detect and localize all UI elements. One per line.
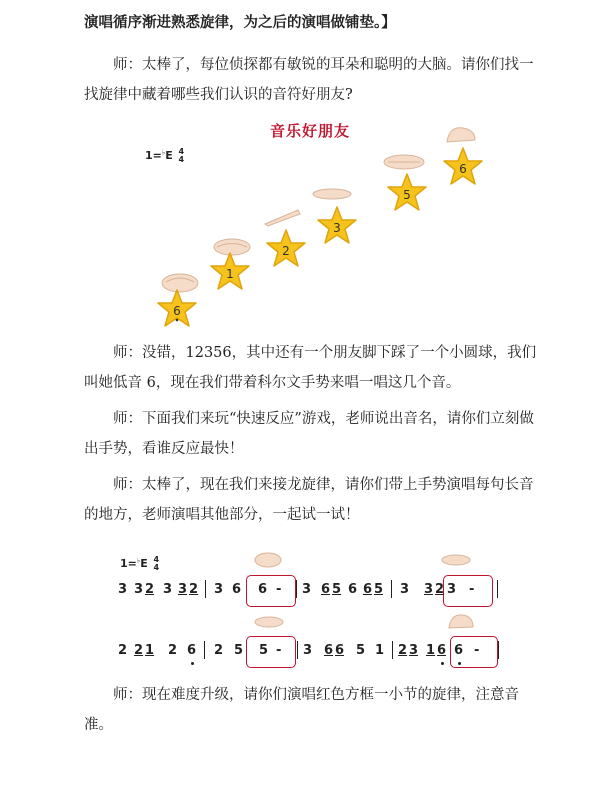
note: 3 (178, 582, 188, 597)
note: 6 (187, 643, 197, 658)
note: 3 (163, 582, 173, 597)
low-octave-dot (191, 662, 194, 665)
score-key-note: E (140, 557, 148, 570)
note: 2 (168, 643, 178, 658)
note: 3 (447, 582, 457, 597)
star-low6-icon (155, 288, 199, 330)
note: 2 (435, 582, 445, 597)
note: 3 (303, 643, 313, 658)
note: 1 (426, 643, 436, 658)
low-octave-dot (458, 662, 461, 665)
note: 3 (214, 582, 224, 597)
hand-sign-2-icon (262, 206, 302, 228)
note: 6 (258, 582, 268, 597)
highlight-box-1 (246, 575, 296, 607)
note: 5 (259, 643, 269, 658)
barline (497, 580, 498, 598)
note: 6 (335, 643, 345, 658)
note: 6 (321, 582, 331, 597)
star-1-label: 1 (226, 267, 234, 281)
note: 2 (145, 582, 155, 597)
score-key-prefix: 1= (120, 557, 137, 570)
note: 6 (324, 643, 334, 658)
note: 5 (332, 582, 342, 597)
score-hand-1-icon (253, 550, 283, 568)
barline (392, 641, 393, 659)
highlight-box-3 (246, 636, 296, 668)
star-low6-label: 6 (173, 304, 181, 318)
note: 5 (234, 643, 244, 658)
star-5-label: 5 (403, 188, 411, 202)
note: 6 (348, 582, 358, 597)
note: 3 (118, 582, 128, 597)
note: 3 (400, 582, 410, 597)
star-6-icon (441, 146, 485, 188)
note: 2 (134, 643, 144, 658)
key-note: E (165, 149, 173, 162)
score-hand-3-icon (254, 614, 284, 630)
score-hand-4-icon (446, 612, 476, 630)
note: 6 (232, 582, 242, 597)
star-6-label: 6 (459, 162, 467, 176)
note: 5 (356, 643, 366, 658)
note: 6 (437, 643, 447, 658)
paragraph-intro-tail: 演唱循序渐进熟悉旋律，为之后的演唱做铺垫。】 (84, 14, 396, 31)
star-1-icon (208, 251, 252, 293)
note: 3 (424, 582, 434, 597)
barline (391, 580, 392, 598)
note: 6 (363, 582, 373, 597)
low-octave-dot (441, 662, 444, 665)
note: 3 (409, 643, 419, 658)
time-signature (179, 148, 185, 164)
paragraph-teacher-2: 师：没错，12356，其中还有一个朋友脚下踩了一个小圆球，我们叫她低音 6，现在我们带着科尔文手势来唱一唱这几个音。 (84, 345, 537, 391)
note: 6 (454, 643, 464, 658)
note: 2 (398, 643, 408, 658)
note: - (276, 582, 282, 597)
star-2-icon (264, 228, 308, 270)
figure-key-signature (145, 148, 184, 164)
note: - (276, 643, 282, 658)
paragraph-teacher-3: 师：下面我们来玩“快速反应”游戏，老师说出音名，请你们立刻做出手势，看谁反应最快！ (84, 411, 534, 457)
note: 3 (134, 582, 144, 597)
figure-title: 音乐好朋友 (270, 122, 351, 140)
paragraph-teacher-1: 师：太棒了，每位侦探都有敏锐的耳朵和聪明的大脑。请你们找一找旋律中藏着哪些我们认识的音符好朋友? (84, 57, 534, 103)
barline (205, 580, 206, 598)
note: - (474, 643, 480, 658)
note: 1 (145, 643, 155, 658)
hand-sign-6-icon (443, 124, 479, 144)
note: 1 (375, 643, 385, 658)
time-top: 4 (178, 147, 185, 156)
barline (297, 641, 298, 659)
score-hand-2-icon (441, 552, 471, 568)
score-key-signature (120, 556, 159, 572)
note: 2 (189, 582, 199, 597)
note: 3 (302, 582, 312, 597)
barline (296, 580, 297, 598)
paragraph-teacher-4: 师：太棒了，现在我们来接龙旋律，请你们带上手势演唱每句长音的地方，老师演唱其他部分，一起试一试！ (84, 477, 534, 523)
star-3-label: 3 (333, 221, 341, 235)
note: 2 (118, 643, 128, 658)
note: 2 (214, 643, 224, 658)
note: - (469, 582, 475, 597)
paragraph-teacher-5: 师：现在难度升级，请你们演唱红色方框一小节的旋律，注意音准。 (84, 687, 519, 733)
star-5-icon (385, 172, 429, 214)
hand-sign-5-icon (383, 152, 425, 172)
score-time-bottom: 4 (153, 563, 160, 572)
barline (498, 641, 499, 659)
key-prefix: 1= (145, 149, 162, 162)
score-key-flat: ♭ (136, 556, 141, 565)
score-time-top: 4 (153, 555, 160, 564)
hand-sign-3-icon (312, 185, 352, 203)
note: 5 (374, 582, 384, 597)
barline (204, 641, 205, 659)
score-time-signature (154, 556, 160, 572)
star-3-icon (315, 205, 359, 247)
star-2-label: 2 (282, 244, 290, 258)
key-flat: ♭ (161, 148, 166, 157)
time-bottom: 4 (178, 155, 185, 164)
